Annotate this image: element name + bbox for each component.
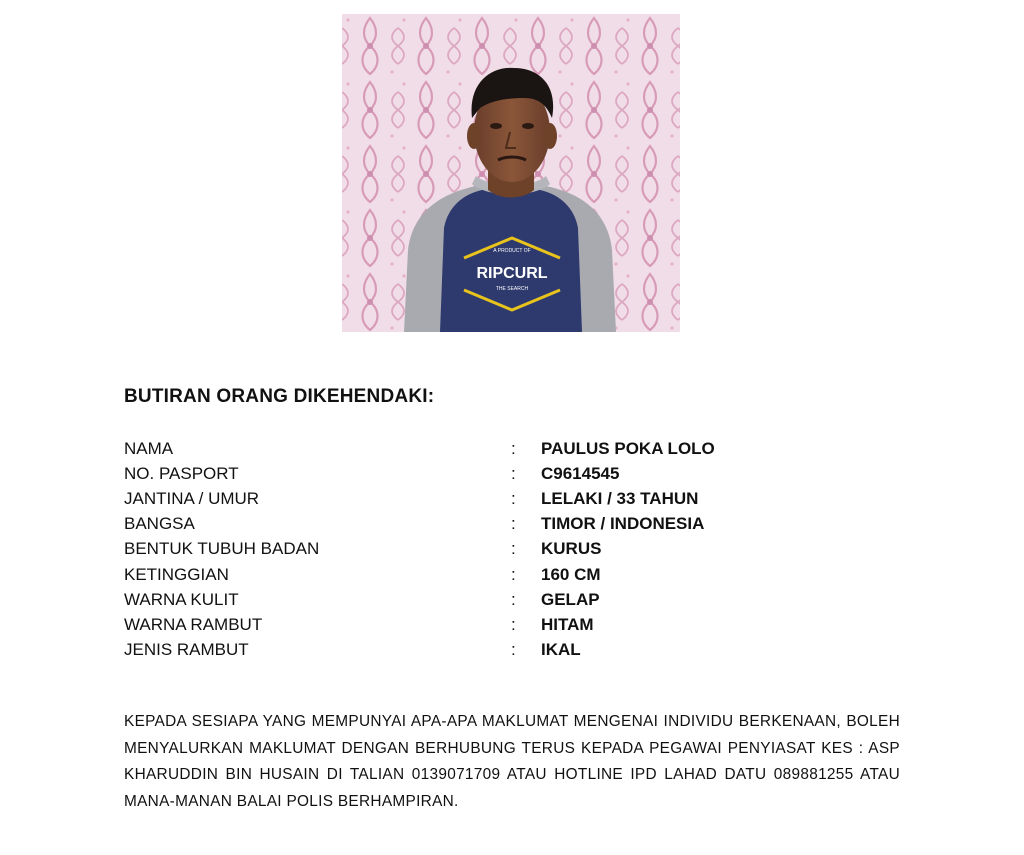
shirt-logo-text: RIPCURL	[476, 265, 548, 282]
wanted-person-photo	[342, 14, 680, 332]
detail-row-ketinggian	[124, 562, 844, 587]
detail-value: TIMOR / INDONESIA	[541, 514, 705, 534]
detail-row-warna-rambut	[124, 612, 844, 637]
detail-label: JANTINA / UMUR	[124, 488, 260, 508]
detail-value: HITAM	[541, 614, 594, 634]
detail-separator: :	[511, 514, 516, 534]
detail-separator: :	[511, 463, 516, 483]
detail-label: JENIS RAMBUT	[124, 640, 249, 660]
detail-separator: :	[511, 614, 516, 634]
details-table	[124, 436, 844, 663]
detail-row-pasport	[124, 461, 844, 486]
shirt-small-bottom-text: THE SEARCH	[495, 286, 529, 292]
detail-separator: :	[511, 640, 516, 660]
detail-row-warna-kulit	[124, 587, 844, 612]
detail-value: 160 CM	[541, 564, 601, 584]
detail-separator: :	[511, 438, 516, 458]
detail-value: C9614545	[541, 463, 620, 483]
detail-label: KETINGGIAN	[124, 564, 229, 584]
detail-value: GELAP	[541, 589, 600, 609]
detail-row-bangsa	[124, 512, 844, 537]
detail-separator: :	[511, 564, 516, 584]
detail-row-jenis-rambut	[124, 638, 844, 663]
detail-label: BANGSA	[124, 514, 195, 534]
detail-value: IKAL	[541, 640, 581, 660]
shirt-small-top-text: A PRODUCT OF	[493, 248, 531, 254]
detail-row-nama	[124, 436, 844, 461]
detail-label: WARNA KULIT	[124, 589, 239, 609]
detail-value: KURUS	[541, 539, 602, 559]
detail-label: BENTUK TUBUH BADAN	[124, 539, 320, 559]
detail-label: NO. PASPORT	[124, 463, 239, 483]
detail-separator: :	[511, 488, 516, 508]
detail-value: LELAKI / 33 TAHUN	[541, 488, 699, 508]
contact-notice: KEPADA SESIAPA YANG MEMPUNYAI APA-APA MAKLUMAT MENGENAI INDIVIDU BERKENAAN, BOLEH MENYALURKAN MAKLUMAT DENGAN BERHUBUNG TERUS KEPADA PEGAWAI PENYIASAT KES : ASP KHARUDDIN BIN HUSAIN DI TALIAN 0139071709 ATAU HOTLINE IPD LAHAD DATU 089881255 ATAU MANA-MANAN BALAI POLIS BERHAMPIRAN.	[124, 713, 900, 810]
detail-separator: :	[511, 539, 516, 559]
detail-label: NAMA	[124, 438, 174, 458]
detail-row-bentuk-tubuh	[124, 537, 844, 562]
detail-value: PAULUS POKA LOLO	[541, 438, 715, 458]
detail-row-jantina-umur	[124, 486, 844, 511]
section-heading: BUTIRAN ORANG DIKEHENDAKI:	[124, 386, 435, 407]
detail-separator: :	[511, 589, 516, 609]
detail-label: WARNA RAMBUT	[124, 614, 263, 634]
